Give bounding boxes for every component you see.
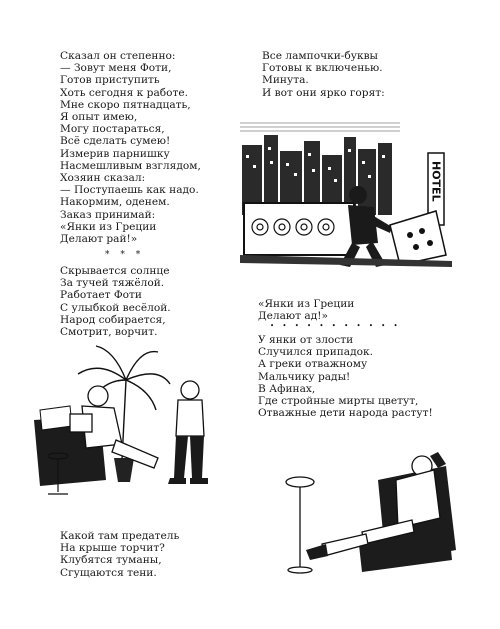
stanza-left-bottom	[60, 530, 179, 579]
poem-line: — Поступаешь как надо.	[60, 184, 199, 197]
hotel-sign-text: HOTEL	[429, 161, 443, 202]
rooftop-sign-illustration	[240, 115, 452, 285]
poem-line: Я опыт имею,	[60, 111, 138, 124]
poem-line: Всё сделать сумею!	[60, 135, 171, 148]
poem-line: С улыбкой весёлой.	[60, 301, 171, 314]
poem-line: Сгущаются тени.	[60, 566, 157, 579]
poem-line: Насмешливым взглядом,	[60, 159, 201, 172]
poem-line: Отважные дети народа растут!	[258, 407, 433, 420]
separator-dots: • • • • • • • • • • •	[270, 322, 401, 330]
stanza-right-bottom	[258, 334, 433, 419]
poem-line: Делают ад!»	[258, 310, 328, 323]
poem-line: Измерив парнишку	[60, 147, 170, 160]
poem-line: Готовы к включенью.	[262, 62, 383, 75]
poem-line: Сказал он степенно:	[60, 50, 176, 62]
stanza-right-top	[262, 50, 385, 99]
sleeping-man-illustration	[262, 440, 462, 590]
poem-line: Клубятся туманы,	[60, 554, 162, 567]
poem-line: На крыше торчит?	[60, 542, 165, 555]
poem-line: — Зовут меня Фоти,	[60, 62, 172, 75]
poem-line: Накормим, оденем.	[60, 196, 170, 209]
poem-line: Заказ принимай:	[60, 208, 156, 221]
poem-line: «Янки из Греции	[258, 298, 355, 310]
stanza-left-middle	[60, 265, 171, 338]
poem-line: Мне скоро пятнадцать,	[60, 98, 191, 111]
poem-line: Все лампочки-буквы	[262, 50, 378, 62]
stanza-right-middle	[258, 298, 354, 322]
poem-line: Смотрит, ворчит.	[60, 326, 158, 339]
poem-line: В Афинах,	[258, 382, 316, 395]
poem-line: «Янки из Греции	[60, 220, 157, 233]
poem-line: И вот они ярко горят:	[262, 86, 385, 99]
poem-line: Какой там предатель	[60, 530, 180, 542]
poem-line: Работает Фоти	[60, 289, 142, 302]
poem-line: Готов приступить	[60, 74, 160, 87]
poem-line: Народ собирается,	[60, 313, 166, 326]
poem-line: Хоть сегодня к работе.	[60, 86, 189, 99]
poem-line: Случился припадок.	[258, 346, 374, 359]
poem-line: А греки отважному	[258, 358, 368, 371]
poem-line: Хозяин сказал:	[60, 172, 146, 185]
poem-line: У янки от злости	[258, 334, 354, 346]
poem-line: За тучей тяжёлой.	[60, 277, 165, 290]
poem-line: Делают рай!»	[60, 233, 138, 246]
poem-line: Мальчику рады!	[258, 370, 351, 383]
boss-and-boy-illustration	[30, 340, 240, 505]
poem-line: Могу постараться,	[60, 123, 165, 136]
poem-line: Где стройные мирты цветут,	[258, 395, 419, 408]
poem-line: Минута.	[262, 74, 309, 87]
separator-asterisks: * * *	[105, 250, 145, 260]
stanza-left-top	[60, 50, 201, 245]
poem-line: Скрывается солнце	[60, 265, 170, 277]
